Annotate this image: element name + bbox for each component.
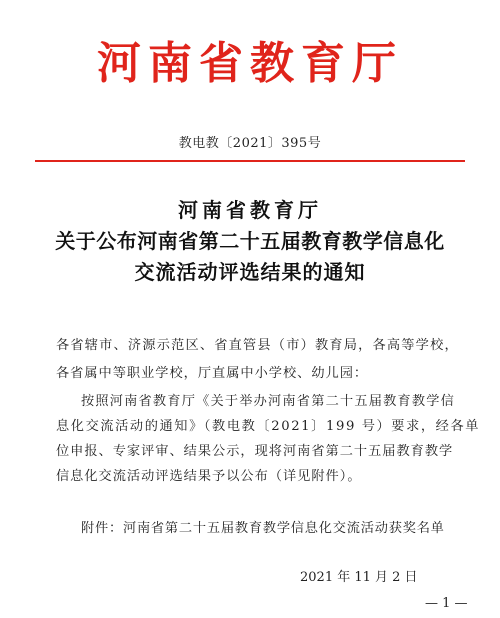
recipients-line-2: 各省属中等职业学校，厅直属中小学校、幼儿园： — [56, 366, 369, 381]
body-paragraph-line-2: 息化交流活动的通知》（教电教〔2021〕199 号）要求，经各单 — [56, 419, 481, 434]
red-masthead-title: 河南省教育厅 — [97, 38, 403, 89]
document-number: 教电教〔2021〕395号 — [178, 136, 322, 151]
red-divider-line — [35, 160, 465, 162]
body-paragraph-line-4: 信息化交流活动评选结果予以公布（详见附件）。 — [56, 469, 362, 484]
issue-date: 2021 年 11 月 2 日 — [300, 570, 418, 585]
notice-title-line-1: 河南省教育厅 — [178, 198, 322, 222]
recipients-line-1: 各省辖市、济源示范区、省直管县（市）教育局，各高等学校， — [56, 338, 459, 353]
body-paragraph-line-1: 按照河南省教育厅《关于举办河南省第二十五届教育教学信 — [81, 394, 456, 409]
body-paragraph-line-3: 位申报、专家评审、结果公示，现将河南省第二十五届教育教学 — [56, 444, 454, 459]
notice-title-line-2: 关于公布河南省第二十五届教育教学信息化 — [55, 229, 445, 253]
attachment-note: 附件：河南省第二十五届教育教学信息化交流活动获奖名单 — [81, 521, 445, 536]
page-number: — 1 — — [425, 596, 468, 611]
notice-title-line-3: 交流活动评选结果的通知 — [134, 260, 366, 284]
